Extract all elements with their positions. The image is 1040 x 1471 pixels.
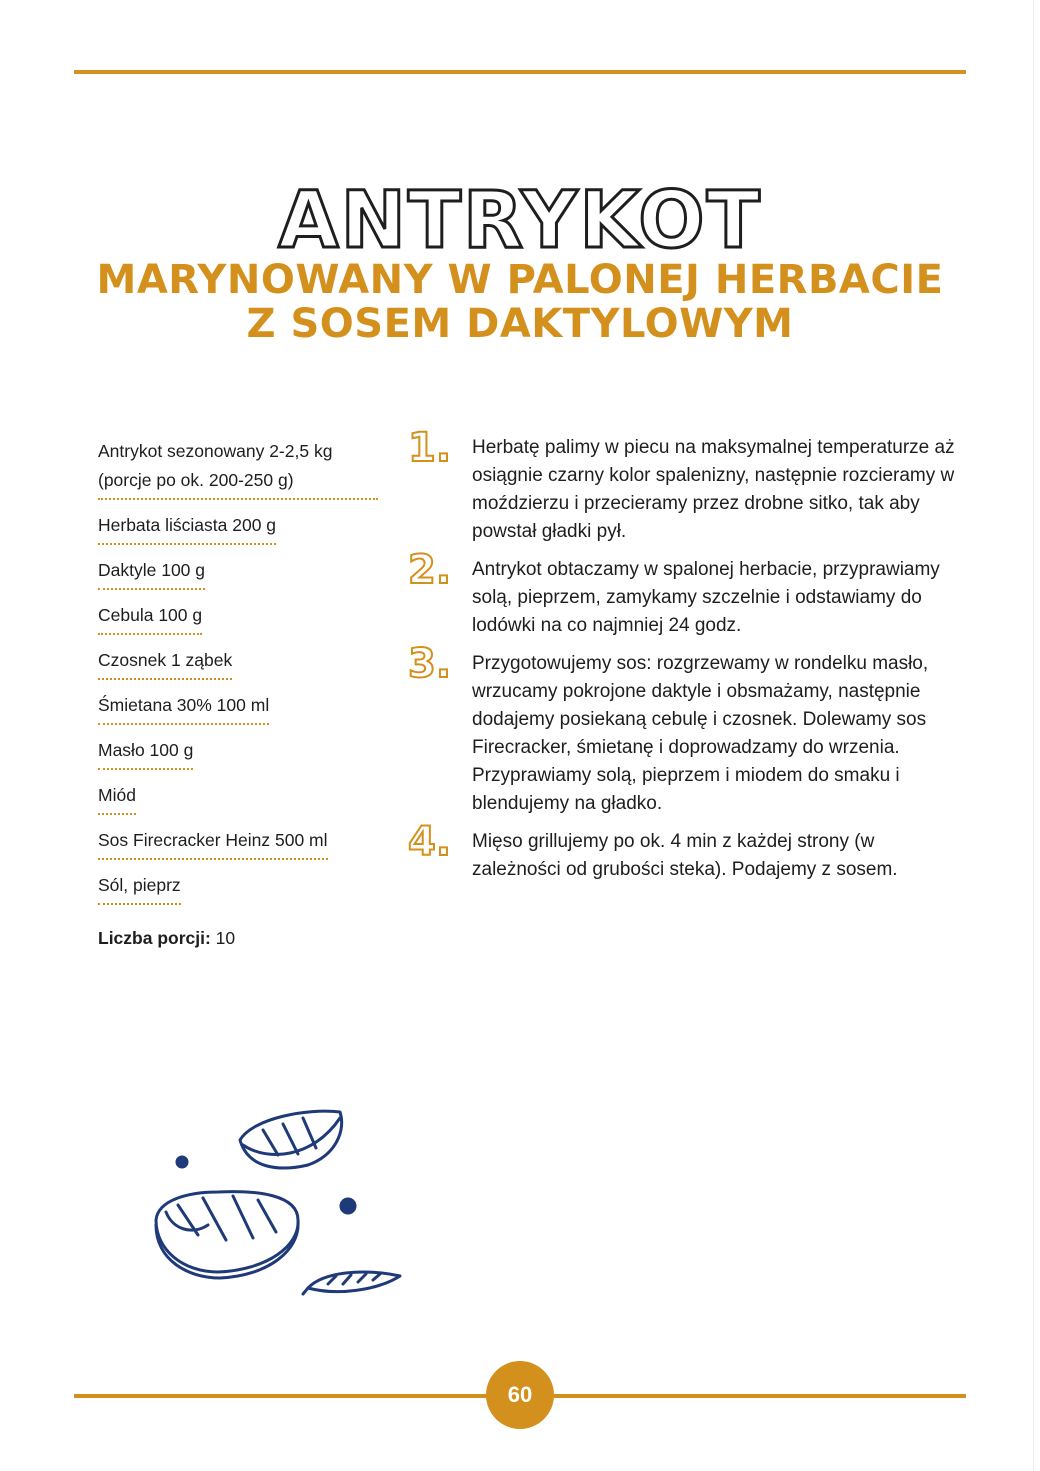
ingredient-item <box>98 822 378 862</box>
ingredients-list <box>98 433 378 912</box>
recipe-title: ANTRYKOT <box>278 176 762 266</box>
ingredient-item <box>98 642 378 682</box>
step-number: 1. <box>408 425 452 471</box>
top-rule <box>74 70 966 74</box>
step-text: Herbatę palimy w piecu na maksymalnej temperaturze aż osiągnie czarny kolor spalenizny, następnie rozcieramy w moździerzu i przecieramy przez drobne sitko, tak aby powstał gładki pył. <box>472 437 955 542</box>
subtitle-line-1: MARYNOWANY W PALONEJ HERBACIE <box>96 257 944 303</box>
step-item <box>408 641 968 818</box>
ingredient-item <box>98 507 378 547</box>
ingredient-item <box>98 732 378 772</box>
ingredient-label: Czosnek 1 ząbek <box>98 646 232 680</box>
step-text: Przygotowujemy sos: rozgrzewamy w rondelku masło, wrzucamy pokrojone daktyle i obsmażamy, następnie dodajemy posiekaną cebulę i czosnek. Dolewamy sos Firecracker, śmietanę i doprowadzamy do wrzenia. Przyprawiamy solą, pieprzem i miodem do smaku i blendujemy na gładko. <box>472 653 929 814</box>
steak-sketch-icon <box>148 1100 408 1300</box>
portions-label: Liczba porcji: <box>98 928 211 948</box>
ingredient-item <box>98 597 378 637</box>
ingredient-label: Miód <box>98 781 136 815</box>
ingredient-label: Cebula 100 g <box>98 601 202 635</box>
ingredient-item <box>98 777 378 817</box>
step-item <box>408 425 968 546</box>
ingredient-label: Antrykot sezonowany 2-2,5 kg (porcje po ok. 200-250 g) <box>98 437 378 500</box>
step-number: 2. <box>408 547 452 593</box>
ingredient-item <box>98 867 378 907</box>
step-item <box>408 547 968 640</box>
ingredient-item <box>98 687 378 727</box>
ingredient-label: Herbata liściasta 200 g <box>98 511 276 545</box>
step-text: Mięso grillujemy po ok. 4 min z każdej strony (w zależności od grubości steka). Podajemy z sosem. <box>472 831 898 880</box>
ingredient-label: Śmietana 30% 100 ml <box>98 691 269 725</box>
portions <box>98 928 235 949</box>
ingredient-item <box>98 433 378 502</box>
subtitle-line-2: Z SOSEM DAKTYLOWYM <box>246 301 794 347</box>
ingredient-label: Masło 100 g <box>98 736 193 770</box>
page-number: 60 <box>486 1361 554 1429</box>
ingredient-item <box>98 552 378 592</box>
ingredient-label: Sól, pieprz <box>98 871 181 905</box>
ingredient-label: Daktyle 100 g <box>98 556 205 590</box>
step-number: 3. <box>408 641 452 687</box>
steps-list <box>408 425 968 894</box>
step-number: 4. <box>408 819 452 865</box>
step-item <box>408 819 968 884</box>
ingredient-label: Sos Firecracker Heinz 500 ml <box>98 826 328 860</box>
portions-value: 10 <box>215 928 236 948</box>
recipe-subtitle <box>0 258 1040 346</box>
step-text: Antrykot obtaczamy w spalonej herbacie, przyprawiamy solą, pieprzem, zamykamy szczelnie i odstawiamy do lodówki na co najmniej 24 godz. <box>472 559 940 636</box>
